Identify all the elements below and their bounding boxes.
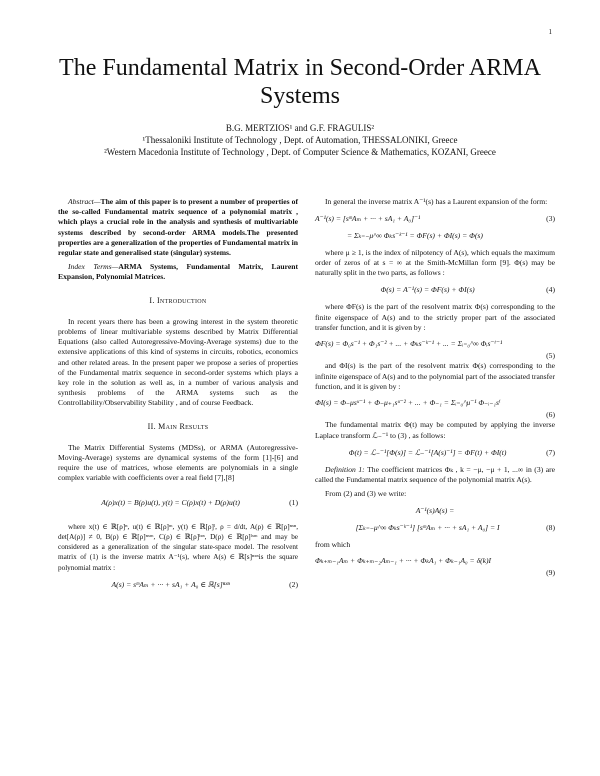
equation-1-body: A(ρ)x(t) = B(ρ)u(t), y(t) = C(ρ)x(t) + D(ρ)u(t) [101,497,240,507]
equation-2 [58,580,298,590]
phiF-text: where ΦF(s) is the part of the resolvent matrix Φ(s) corresponding to the finite eigenspace of A(s) and to the strictly proper part of the associated transfer function, and it is given by : [315,302,555,332]
author-block [20,122,580,158]
author-names: B.G. MERTZIOS¹ and G.F. FRAGULIS² [225,123,375,133]
from-which: from which [315,540,351,550]
fundamental-text: The fundamental matrix Φ(t) may be computed by applying the inverse Laplace transform ℒ₋⁻¹ to (3) , as follows: [315,420,555,440]
abstract [58,197,298,258]
equation-2-number: (2) [289,579,298,589]
equation-1-number: (1) [289,497,298,507]
equation-6-body: ΦI(s) = Φ₋μsᵘ⁻¹ + Φ₋μ₊₁sᵘ⁻² + ... + Φ₋₁ = Σᵢ₌₀^μ⁻¹ Φ₋ᵢ₋₁sⁱ [315,398,501,408]
paper-title: The Fundamental Matrix in Second-Order ARMA Systems [59,55,541,109]
equation-8a: A⁻¹(s)A(s) = [415,505,455,515]
equation-2-body: A(s) = sᵐAₘ + ··· + sA₁ + A₀ ∈ ℝ[s]ⁿˣⁿ [111,579,230,589]
equation-3a [315,214,555,224]
definition-text: The coefficient matrices Φₖ , k = −μ, −μ + 1, ...∞ in (3) are called the Fundamental matrix sequence of the polynomial matrix A(s). [315,465,555,485]
equation-5-body: ΦF(s) = Φ₀s⁻¹ + Φ₁s⁻² + ... + Φₖs⁻ᵏ⁻¹ + ... = Σᵢ₌₀^∞ Φᵢs⁻ⁱ⁻¹ [315,339,503,349]
equation-7-number: (7) [546,447,555,457]
left-column [58,197,298,597]
equation-3b: = Σₖ₌₋μ^∞ Φₖs⁻ᵏ⁻¹ = ΦF(s) + ΦI(s) = Φ(s) [347,231,483,241]
equation-1 [58,498,298,508]
equation-4-number: (4) [546,285,555,295]
abstract-label: Abstract— [68,197,101,206]
equation-8 [315,523,555,533]
index-terms-text: ARMA Systems, Fundamental Matrix, Laurent Expansion, Polynomial Matrices. [58,262,298,282]
from-text: From (2) and (3) we write: [325,489,407,499]
equation-7 [315,448,555,458]
equation-7-body: Φ(t) = ℒ₋⁻¹[Φ(s)] = ℒ₋⁻¹[A(s)⁻¹] = ΦF(t) + ΦI(t) [348,447,507,457]
index-terms [58,262,298,282]
equation-8-body: [Σₖ₌₋μ^∞ Φₖs⁻ᵏ⁻¹] [sᵐAₘ + ··· + sA₁ + A₀] = I [355,522,500,532]
equation-6-number: (6) [546,410,555,420]
affiliation-2: ²Western Macedonia Institute of Technology , Dept. of Computer Science & Mathematics, KOZANI, Greece [104,147,496,157]
phiI-text: and ΦI(s) is the part of the resolvent matrix Φ(s) corresponding to the infinite eigenspace of A(s) and to the polynomial part of the associated transfer function, and it is given by : [315,361,555,391]
main-results-heading: II. Main Results [147,421,209,431]
where-text: where x(t) ∈ ℝ[ρ]ⁿ, u(t) ∈ ℝ[ρ]ᵐ, y(t) ∈ ℝ[ρ]ˡ, ρ = d/dt, A(ρ) ∈ ℝ[ρ]ⁿˣⁿ, det[A(ρ)] ≠ 0, B(ρ) ∈ ℝ[ρ]ⁿˣᵐ, C(ρ) ∈ ℝ[ρ]ˡˣⁿ, D(ρ) ∈ ℝ[ρ]ˡˣᵐ and may be considered as a generalization of the singular state-space model. The resolvent matrix of (1) is the inverse matrix A⁻¹(s), where A(s) ∈ ℝ[s]ⁿˣⁿis the square polynomial matrix : [58,522,298,572]
equation-3a-body: A⁻¹(s) = [sᵐAₘ + ··· + sA₁ + A₀]⁻¹ [315,214,421,224]
equation-9-body: Φₖ₊ₘ₋₁Aₘ + Φₖ₊ₘ₋₂Aₘ₋₁ + ··· + ΦₖA₁ + Φₖ₋₁A₀ = δ(k)I [315,556,492,566]
equation-4 [315,285,555,295]
definition-label: Definition 1: [325,465,365,475]
page-number: 1 [548,28,552,36]
equation-8-number: (8) [546,522,555,532]
equation-4-body: Φ(s) = A⁻¹(s) = ΦF(s) + ΦI(s) [380,285,475,295]
definition-1 [315,465,555,485]
intro-text: In recent years there has been a growing interest in the system theoretic problems of linear multivariable systems described by Matrix Differential Equations (also called Autoregressive-Moving-Average systems) due to the extensive applications of this kind of systems in circuits, robotics, economics and other related areas. In the present paper we propose a series of properties of the Fundamental matrix sequence in second-order systems which plays a key role in the solution as well as, in a number of various analysis and synthesis problems of the ARMA systems such as the Controllability/Observability Stability , and of course Feedback. [58,316,298,408]
main-results-text: The Matrix Differential Systems (MDSs), or ARMA (Autoregressive-Moving-Average) systems are dynamical systems of the form [1]-[6] and require the use of matrices, whose elements are polynomials in a single complex variable with coefficients over a real field [7],[8] [58,442,298,483]
index-terms-label: Index Terms— [68,262,119,272]
equation-3-number: (3) [546,214,555,224]
mu-text: where μ ≥ 1, is the index of nilpotency of A(s), which equals the maximum order of zeros of at s = ∞ at the Smith-McMillan form [9]. Φ(s) may be naturally split in the two parts, as follows : [315,247,555,278]
equation-5-number: (5) [546,351,555,361]
laurent-intro: In general the inverse matrix A⁻¹(s) has a Laurent expansion of the form: [325,197,548,206]
equation-9-number: (9) [546,568,555,578]
abstract-text: The aim of this paper is to present a number of properties of the so-called Fundamental matrix sequence of a polynomial matrix , which plays a crucial role in the analysis and synthesis of multivariable systems described by second-order ARMA models.The presented properties are a generalization of the properties of Fundamental matrix in regular state and generalised state (singular) systems. [58,197,299,258]
right-column [315,197,555,579]
affiliation-1: ¹Thessaloniki Institute of Technology , Dept. of Automation, THESSALONIKI, Greece [142,135,458,145]
intro-heading: I. Introduction [149,295,207,305]
